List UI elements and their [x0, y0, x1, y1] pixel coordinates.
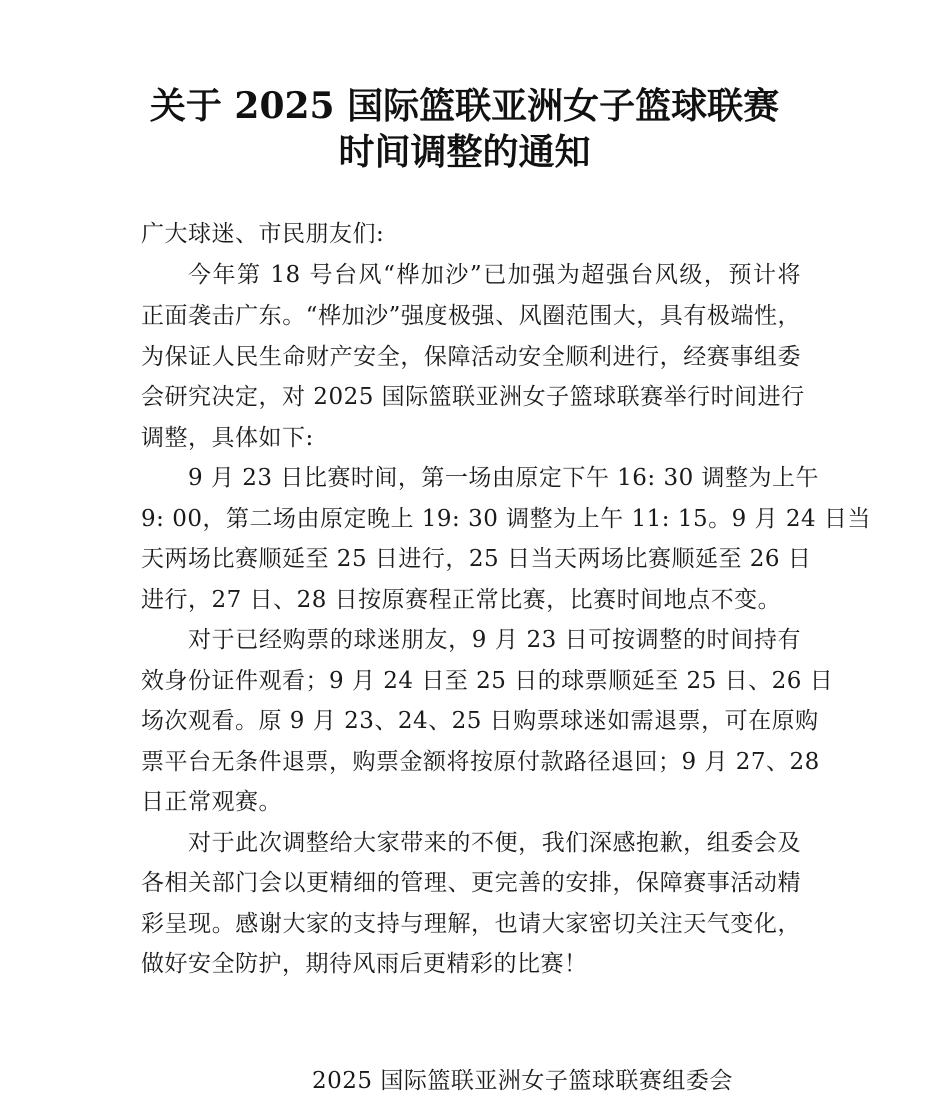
salutation: 广大球迷、市民朋友们: — [141, 221, 385, 247]
paragraph-1-line-5: 调整，具体如下: — [141, 425, 314, 451]
paragraph-4-line-2: 各相关部门会以更精细的管理、更完善的安排，保障赛事活动精 — [141, 870, 801, 896]
notice-title-line-2: 时间调整的通知 — [338, 131, 591, 173]
paragraph-1-line-4: 会研究决定，对 2025 国际篮联亚洲女子篮球联赛举行时间进行 — [141, 384, 805, 410]
paragraph-1-line-2: 正面袭击广东。“桦加沙”强度极强、风圈范围大，具有极端性， — [141, 303, 801, 329]
paragraph-1-line-3: 为保证人民生命财产安全，保障活动安全顺利进行，经赛事组委 — [141, 344, 801, 370]
paragraph-4-line-4: 做好安全防护，期待风雨后更精彩的比赛！ — [141, 951, 588, 977]
paragraph-2-line-1: 9 月 23 日比赛时间，第一场由原定下午 16: 30 调整为上午 — [188, 465, 820, 491]
paragraph-2-line-2: 9: 00，第二场由原定晚上 19: 30 调整为上午 11: 15。9 月 24 日当 — [141, 506, 871, 532]
notice-title-line-1: 关于 2025 国际篮联亚洲女子篮球联赛 — [149, 85, 780, 127]
paragraph-2-line-4: 进行，27 日、28 日按原赛程正常比赛，比赛时间地点不变。 — [141, 587, 782, 613]
paragraph-4-line-3: 彩呈现。感谢大家的支持与理解，也请大家密切关注天气变化， — [141, 911, 801, 937]
paragraph-2-line-3: 天两场比赛顺延至 25 日进行，25 日当天两场比赛顺延至 26 日 — [141, 546, 812, 572]
paragraph-3-line-5: 日正常观赛。 — [141, 789, 282, 815]
paragraph-4-line-1: 对于此次调整给大家带来的不便，我们深感抱歉，组委会及 — [188, 830, 801, 856]
paragraph-3-line-1: 对于已经购票的球迷朋友，9 月 23 日可按调整的时间持有 — [188, 627, 801, 653]
paragraph-3-line-2: 效身份证件观看；9 月 24 日至 25 日的球票顺延至 25 日、26 日 — [141, 668, 834, 694]
paragraph-1-line-1: 今年第 18 号台风“桦加沙”已加强为超强台风级，预计将 — [188, 262, 801, 288]
signature-organizer: 2025 国际篮联亚洲女子篮球联赛组委会 — [312, 1068, 733, 1094]
paragraph-3-line-4: 票平台无条件退票，购票金额将按原付款路径退回；9 月 27、28 — [141, 749, 820, 775]
paragraph-3-line-3: 场次观看。原 9 月 23、24、25 日购票球迷如需退票，可在原购 — [141, 708, 819, 734]
